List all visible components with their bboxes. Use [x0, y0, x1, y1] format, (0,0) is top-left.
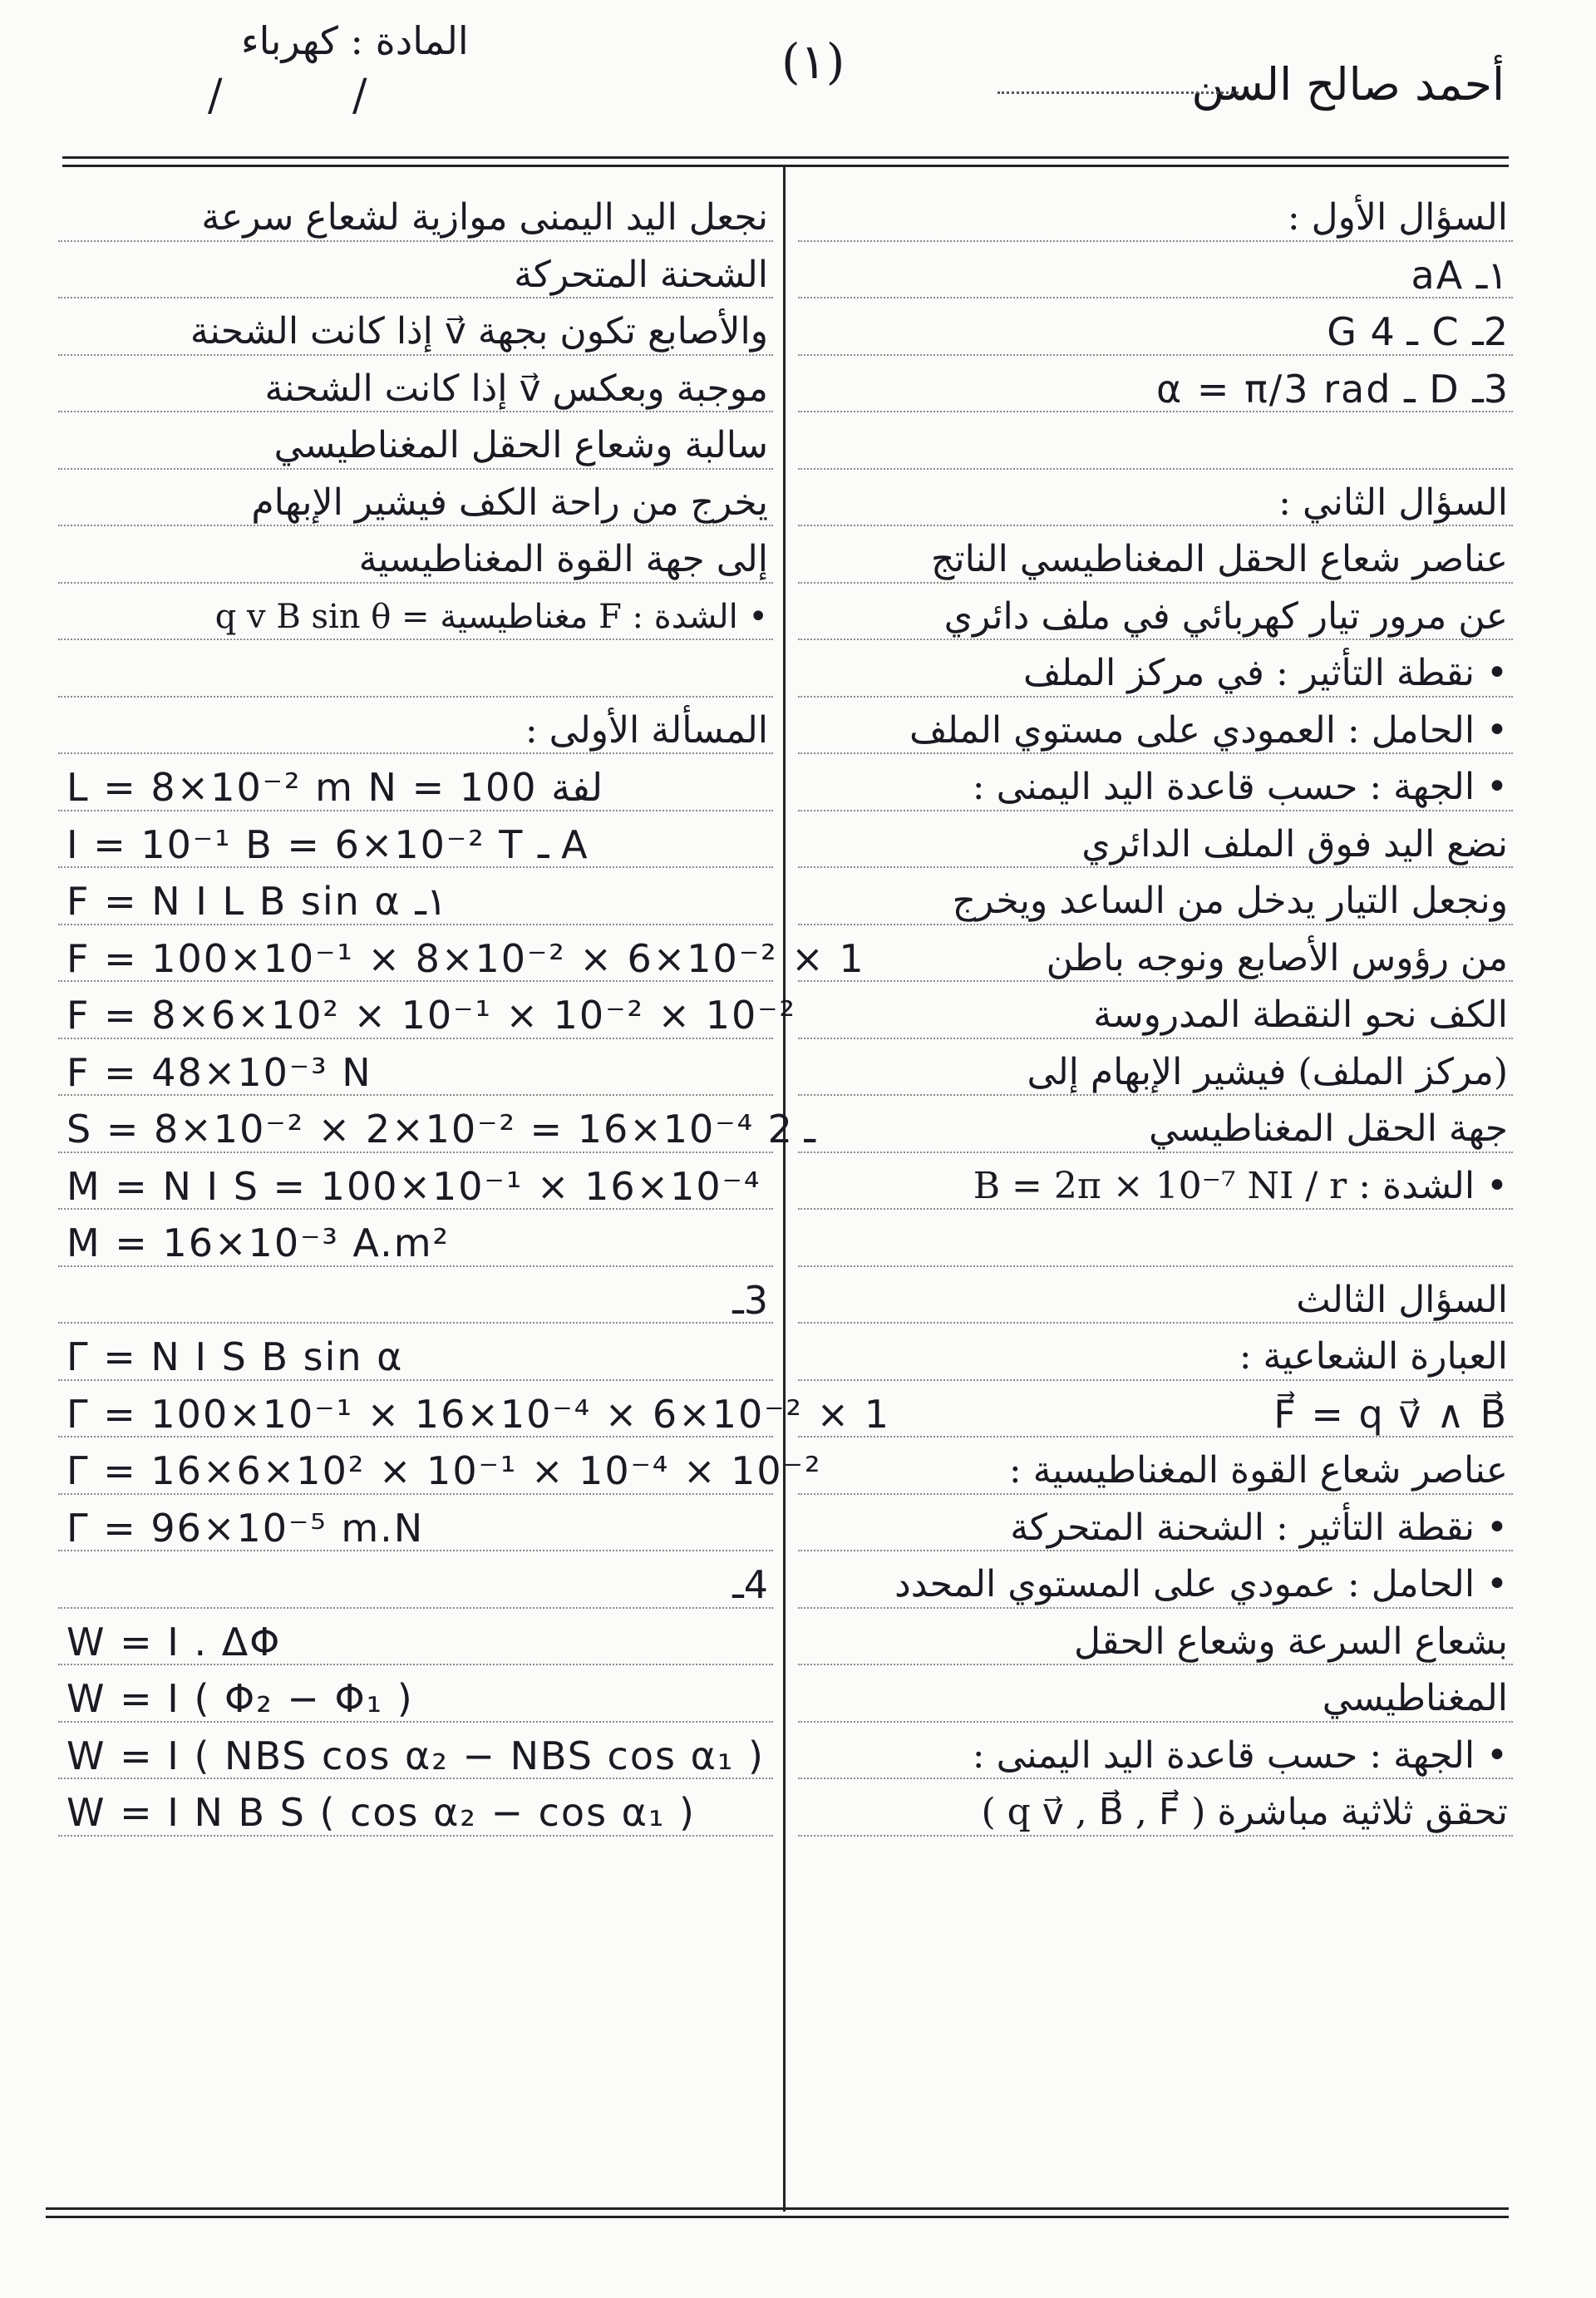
left-line: نجعل اليد اليمنى موازية لشعاع سرعة [58, 185, 773, 242]
left-line: Γ = 16×6×10² × 10⁻¹ × 10⁻⁴ × 10⁻² [58, 1437, 773, 1495]
left-line: يخرج من راحة الكف فيشير الإبهام [58, 470, 773, 527]
left-line: الشحنة المتحركة [58, 242, 773, 299]
left-line: S = 8×10⁻² × 2×10⁻² = 16×10⁻⁴ ـ 2 [58, 1096, 773, 1153]
bottom-rule [46, 2207, 1509, 2210]
right-line: 3ـ D ـ α = π/3 rad [798, 356, 1513, 413]
left-column [58, 185, 891, 1837]
left-line: Γ = N I S B sin α [58, 1324, 773, 1381]
right-column [798, 185, 1513, 1837]
right-line: • الحامل : عمودي على المستوي المحدد [798, 1551, 1513, 1609]
left-line: W = I N B S ( cos α₂ − cos α₁ ) [58, 1779, 773, 1837]
column-divider [783, 166, 786, 2212]
right-line: عناصر شعاع الحقل المغناطيسي الناتج [798, 526, 1513, 584]
left-line: المسألة الأولى : [58, 698, 773, 755]
left-line: Γ = 100×10⁻¹ × 16×10⁻⁴ × 6×10⁻² × 1 [58, 1381, 773, 1438]
left-line: L = 8×10⁻² m N = 100 لفة [58, 754, 773, 811]
left-line: W = I . ΔΦ [58, 1609, 773, 1666]
right-line: ونجعل التيار يدخل من الساعد ويخرج [798, 868, 1513, 925]
right-line: العبارة الشعاعية : [798, 1324, 1513, 1381]
page-number: (١) [781, 33, 845, 90]
left-line: والأصابع تكون بجهة v⃗ إذا كانت الشحنة [58, 298, 773, 356]
right-line: • الجهة : حسب قاعدة اليد اليمنى : [798, 754, 1513, 811]
right-line: السؤال الأول : [798, 185, 1513, 242]
date-field: / / [208, 71, 426, 121]
right-line: السؤال الثالث [798, 1267, 1513, 1324]
left-line: موجبة وبعكس v⃗ إذا كانت الشحنة [58, 356, 773, 413]
right-line: (مركز الملف) فيشير الإبهام إلى [798, 1039, 1513, 1097]
right-line: • نقطة التأثير : الشحنة المتحركة [798, 1495, 1513, 1552]
left-line: F = N I L B sin α ١ـ [58, 868, 773, 925]
right-line: الكف نحو النقطة المدروسة [798, 982, 1513, 1039]
right-line: من رؤوس الأصابع ونوجه باطن [798, 925, 1513, 983]
right-line: • الشدة : B = 2π × 10⁻⁷ NI / r [798, 1153, 1513, 1211]
right-line: • الحامل : العمودي على مستوي الملف [798, 698, 1513, 755]
right-line [798, 1210, 1513, 1267]
right-line: • الجهة : حسب قاعدة اليد اليمنى : [798, 1723, 1513, 1780]
left-line: I = 10⁻¹ B = 6×10⁻² T ـ A [58, 811, 773, 869]
left-line: F = 8×6×10² × 10⁻¹ × 10⁻² × 10⁻² [58, 982, 773, 1039]
right-line: F⃗ = q v⃗ ∧ B⃗ [798, 1381, 1513, 1438]
right-line [798, 412, 1513, 470]
top-rule [62, 156, 1509, 159]
left-line: سالبة وشعاع الحقل المغناطيسي [58, 412, 773, 470]
left-line: W = I ( NBS cos α₂ − NBS cos α₁ ) [58, 1723, 773, 1780]
name-dotted-line [998, 91, 1239, 94]
right-line: عن مرور تيار كهربائي في ملف دائري [798, 584, 1513, 641]
right-line: السؤال الثاني : [798, 470, 1513, 527]
bottom-rule-double [46, 2216, 1509, 2218]
left-line: F = 48×10⁻³ N [58, 1039, 773, 1097]
right-line: عناصر شعاع القوة المغناطيسية : [798, 1437, 1513, 1495]
left-line: F = 100×10⁻¹ × 8×10⁻² × 6×10⁻² × 1 [58, 925, 773, 983]
right-line: • نقطة التأثير : في مركز الملف [798, 640, 1513, 698]
subject-label: المادة : كهرباء [241, 18, 469, 63]
sheet-header [0, 0, 1596, 150]
right-line: جهة الحقل المغناطيسي [798, 1096, 1513, 1153]
left-line: • الشدة : F مغناطيسية = q v B sin θ [58, 584, 773, 641]
right-line: المغناطيسي [798, 1665, 1513, 1723]
left-line: 4ـ [58, 1551, 773, 1609]
right-line: تحقق ثلاثية مباشرة ( q v⃗ , B⃗ , F⃗ ) [798, 1779, 1513, 1837]
right-line: 2ـ C ـ 4 G [798, 298, 1513, 356]
right-line: نضع اليد فوق الملف الدائري [798, 811, 1513, 869]
left-line: إلى جهة القوة المغناطيسية [58, 526, 773, 584]
left-line: 3ـ [58, 1267, 773, 1324]
left-line: Γ = 96×10⁻⁵ m.N [58, 1495, 773, 1552]
left-line: W = I ( Φ₂ − Φ₁ ) [58, 1665, 773, 1723]
left-line [58, 640, 773, 698]
right-line: بشعاع السرعة وشعاع الحقل [798, 1609, 1513, 1666]
right-line: ١ـ aA [798, 242, 1513, 299]
left-line: M = 16×10⁻³ A.m² [58, 1210, 773, 1267]
student-name: أحمد صالح السن [1191, 58, 1505, 111]
left-line: M = N I S = 100×10⁻¹ × 16×10⁻⁴ [58, 1153, 773, 1211]
top-rule-double [62, 165, 1509, 167]
